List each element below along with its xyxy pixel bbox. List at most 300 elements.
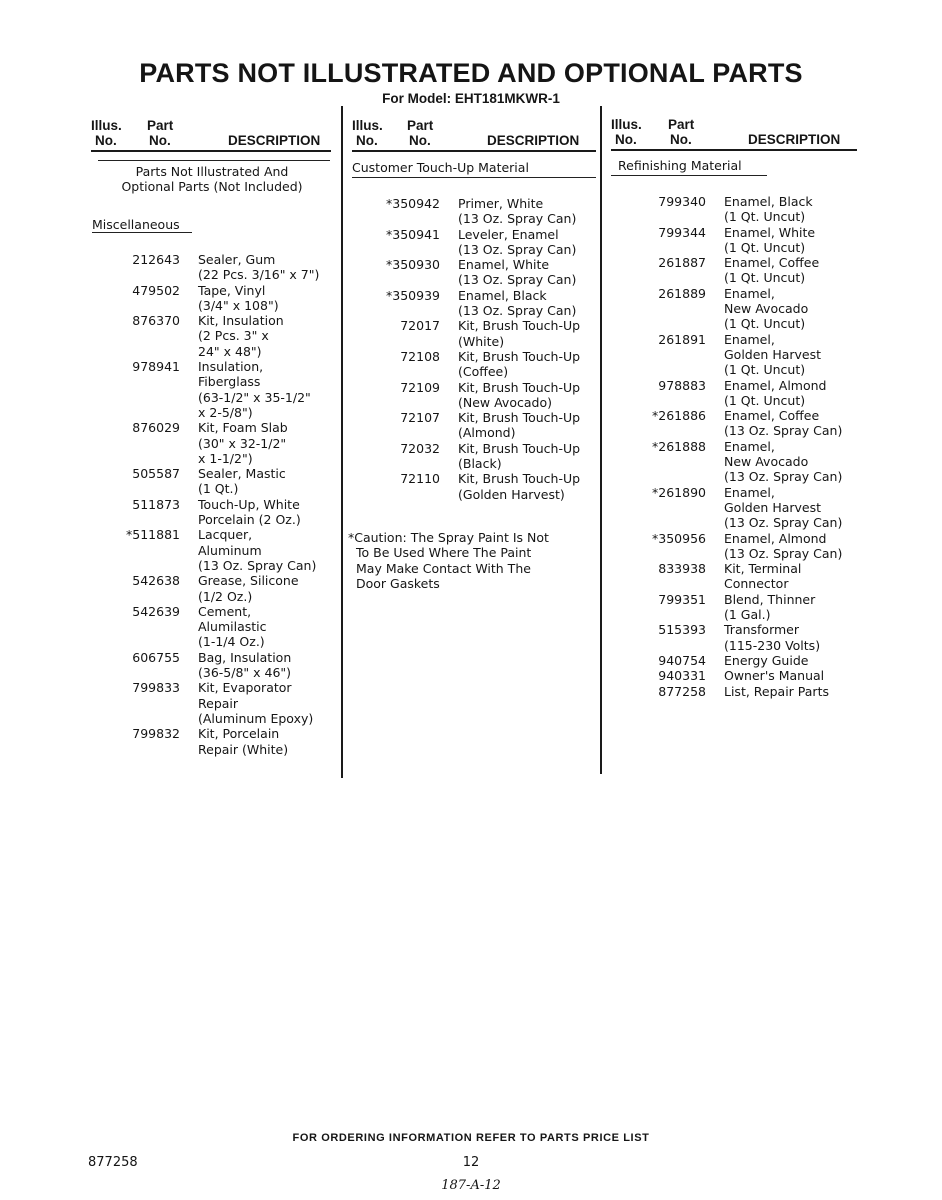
part-row — [360, 364, 580, 379]
part-number — [622, 638, 706, 653]
part-description: Transformer — [724, 622, 800, 638]
page-number: 12 — [462, 1155, 480, 1170]
header-rule — [91, 150, 331, 152]
header-rule — [352, 150, 596, 152]
part-row — [100, 344, 319, 359]
part-number: 606755 — [132, 649, 180, 665]
part-number — [100, 619, 180, 634]
header-illus-no: No. — [615, 132, 637, 147]
part-description: (3/4" x 108") — [198, 297, 279, 313]
part-description: (1 Qt. Uncut) — [724, 392, 806, 408]
part-description: (New Avocado) — [458, 394, 552, 410]
part-number — [100, 267, 180, 282]
section-title-line: Parts Not Illustrated And — [135, 164, 289, 179]
part-row — [100, 558, 319, 573]
part-row — [100, 696, 319, 711]
parts-list-touch-up — [360, 196, 580, 502]
column-divider-1 — [341, 106, 343, 778]
part-number: 261889 — [658, 285, 706, 301]
part-description: Repair — [198, 695, 239, 711]
part-number — [360, 272, 440, 287]
part-number: 72107 — [400, 410, 440, 426]
section-title-parts-not-illustrated — [95, 164, 329, 194]
part-row — [100, 328, 319, 343]
header-description: DESCRIPTION — [487, 133, 580, 148]
section-rule — [352, 177, 596, 178]
part-row — [622, 362, 842, 377]
part-number: 72017 — [400, 318, 440, 334]
part-description: (115-230 Volts) — [724, 637, 821, 653]
part-description: Alumilastic — [198, 619, 267, 635]
part-number: 876029 — [132, 420, 180, 436]
part-number — [100, 436, 180, 451]
part-description: (13 Oz. Spray Can) — [198, 557, 317, 573]
part-description: Tape, Vinyl — [198, 282, 266, 298]
part-description: Enamel, — [724, 438, 775, 454]
part-row — [100, 374, 319, 389]
part-row — [360, 425, 580, 440]
caution-note — [348, 530, 549, 591]
part-number — [100, 558, 180, 573]
header-illus: Illus. — [611, 117, 642, 132]
part-number — [360, 456, 440, 471]
part-row — [360, 303, 580, 318]
part-description: Kit, Terminal — [724, 561, 802, 577]
part-row — [622, 561, 842, 576]
part-number — [622, 240, 706, 255]
part-row — [100, 665, 319, 680]
header-part-no: No. — [149, 133, 171, 148]
part-description: Enamel, White — [724, 224, 816, 240]
part-row — [622, 240, 842, 255]
part-row — [622, 576, 842, 591]
part-row — [100, 420, 319, 435]
part-number: *350941 — [386, 226, 440, 242]
part-description: (13 Oz. Spray Can) — [724, 469, 843, 485]
part-row — [622, 515, 842, 530]
part-number — [622, 301, 706, 316]
header-part: Part — [668, 117, 695, 132]
part-number: 877258 — [658, 683, 706, 699]
part-number: 261891 — [658, 331, 706, 347]
part-description: Bag, Insulation — [198, 649, 292, 665]
part-row — [100, 283, 319, 298]
subsection-miscellaneous: Miscellaneous — [92, 217, 180, 232]
part-description: (1 Qt. Uncut) — [724, 362, 806, 378]
part-row — [622, 439, 842, 454]
part-number: 515393 — [658, 622, 706, 638]
header-part: Part — [147, 118, 174, 133]
section-rule — [611, 175, 767, 176]
part-description: Touch-Up, White — [198, 496, 300, 512]
handwritten-note: 187-A-12 — [441, 1178, 501, 1193]
part-row — [100, 589, 319, 604]
part-description: (13 Oz. Spray Can) — [458, 272, 577, 288]
part-row — [360, 318, 580, 333]
part-description: Golden Harvest — [724, 346, 822, 362]
part-description: Golden Harvest — [724, 499, 822, 515]
part-row — [100, 267, 319, 282]
part-number: 72110 — [400, 471, 440, 487]
part-row — [622, 607, 842, 622]
part-number: 799344 — [658, 224, 706, 240]
part-description: Lacquer, — [198, 527, 253, 543]
part-description: (13 Oz. Spray Can) — [458, 241, 577, 257]
part-row — [100, 436, 319, 451]
parts-list-refinishing — [622, 194, 842, 699]
part-row — [622, 668, 842, 683]
section-rule — [98, 160, 330, 161]
part-number: 978883 — [658, 377, 706, 393]
part-row — [360, 456, 580, 471]
part-description: Enamel, Almond — [724, 377, 827, 393]
part-number — [100, 298, 180, 313]
part-description: Primer, White — [458, 196, 544, 211]
part-number — [100, 634, 180, 649]
part-number: 479502 — [132, 282, 180, 298]
part-row — [622, 592, 842, 607]
part-description: Kit, Brush Touch-Up — [458, 379, 581, 395]
part-description: New Avocado — [724, 454, 809, 470]
part-description: Kit, Brush Touch-Up — [458, 348, 581, 364]
caution-line: Door Gaskets — [356, 575, 440, 591]
part-number — [100, 390, 180, 405]
part-description: Insulation, — [198, 359, 264, 375]
document-number: 877258 — [88, 1155, 138, 1170]
page-title: PARTS NOT ILLUSTRATED AND OPTIONAL PARTS — [139, 58, 803, 88]
part-description: Kit, Brush Touch-Up — [458, 440, 581, 456]
part-row — [360, 334, 580, 349]
part-description: Sealer, Mastic — [198, 466, 286, 482]
part-row — [622, 408, 842, 423]
part-number — [100, 711, 180, 726]
header-illus: Illus. — [91, 118, 122, 133]
part-number: 212643 — [132, 252, 180, 267]
part-number — [622, 515, 706, 530]
part-description: (2 Pcs. 3" x — [198, 328, 269, 344]
part-number — [100, 344, 180, 359]
part-number — [622, 576, 706, 591]
part-description: Cement, — [198, 603, 252, 619]
part-description: x 2-5/8") — [198, 404, 253, 420]
part-description: Kit, Foam Slab — [198, 420, 288, 436]
part-number — [360, 242, 440, 257]
part-row — [100, 451, 319, 466]
part-number: 542639 — [132, 603, 180, 619]
subsection-rule — [92, 232, 192, 233]
part-row — [360, 288, 580, 303]
part-number — [100, 328, 180, 343]
part-number — [360, 425, 440, 440]
part-row — [622, 531, 842, 546]
part-number — [622, 469, 706, 484]
part-description: Enamel, Coffee — [724, 255, 820, 271]
part-row — [360, 349, 580, 364]
part-row — [622, 393, 842, 408]
part-row — [360, 441, 580, 456]
part-description: Porcelain (2 Oz.) — [198, 512, 301, 528]
part-row — [100, 466, 319, 481]
part-description: Kit, Porcelain — [198, 726, 280, 742]
part-row — [622, 546, 842, 561]
part-number — [360, 334, 440, 349]
part-description: (1-1/4 Oz.) — [198, 634, 265, 650]
part-row — [360, 227, 580, 242]
part-description: (Aluminum Epoxy) — [198, 710, 314, 726]
part-row — [100, 634, 319, 649]
part-description: Kit, Brush Touch-Up — [458, 410, 581, 426]
part-row — [622, 347, 842, 362]
part-description: (Coffee) — [458, 364, 509, 380]
part-row — [100, 481, 319, 496]
part-row — [100, 726, 319, 741]
part-number: *350942 — [386, 196, 440, 211]
header-rule — [611, 149, 857, 151]
header-part: Part — [407, 118, 434, 133]
part-row — [622, 332, 842, 347]
part-description: Kit, Brush Touch-Up — [458, 471, 581, 487]
part-row — [622, 622, 842, 637]
part-row — [360, 196, 580, 211]
part-number: 799340 — [658, 194, 706, 209]
part-description: (White) — [458, 333, 505, 349]
part-number — [100, 405, 180, 420]
part-number — [622, 546, 706, 561]
caution-line: To Be Used Where The Paint — [356, 545, 532, 561]
header-part-no: No. — [409, 133, 431, 148]
header-part-no: No. — [670, 132, 692, 147]
part-number — [100, 696, 180, 711]
part-row — [622, 270, 842, 285]
part-number: 72032 — [400, 440, 440, 456]
header-description: DESCRIPTION — [748, 132, 841, 147]
part-number: 799833 — [132, 680, 180, 696]
part-number: *350956 — [652, 530, 706, 546]
part-row — [100, 405, 319, 420]
header-illus: Illus. — [352, 118, 383, 133]
section-title-line: Optional Parts (Not Included) — [121, 179, 303, 194]
part-row — [100, 573, 319, 588]
part-number: *261888 — [652, 438, 706, 454]
part-number — [100, 543, 180, 558]
part-row — [622, 209, 842, 224]
model-line: For Model: EHT181MKWR-1 — [382, 91, 560, 106]
part-number: 876370 — [132, 313, 180, 329]
part-description: (Black) — [458, 456, 502, 472]
part-description: (Almond) — [458, 425, 516, 441]
part-description: Kit, Brush Touch-Up — [458, 318, 581, 334]
header-illus-no: No. — [356, 133, 378, 148]
part-description: Enamel, White — [458, 257, 550, 273]
part-description: List, Repair Parts — [724, 683, 829, 699]
part-number — [622, 393, 706, 408]
part-number — [622, 607, 706, 622]
part-row — [100, 543, 319, 558]
part-row — [622, 301, 842, 316]
part-number: 799351 — [658, 591, 706, 607]
part-description: (1 Qt. Uncut) — [724, 270, 806, 286]
part-number: 72108 — [400, 348, 440, 364]
part-row — [100, 298, 319, 313]
part-description: New Avocado — [724, 301, 809, 317]
part-row — [622, 684, 842, 699]
part-row — [100, 711, 319, 726]
part-description: Enamel, Black — [724, 194, 813, 209]
part-number — [100, 665, 180, 680]
part-row — [360, 471, 580, 486]
part-row — [622, 638, 842, 653]
part-row — [100, 680, 319, 695]
part-description: (1 Qt. Uncut) — [724, 209, 806, 225]
part-number — [100, 589, 180, 604]
part-row — [622, 255, 842, 270]
part-description: Enamel, — [724, 331, 775, 347]
part-description: Enamel, — [724, 484, 775, 500]
part-description: Kit, Insulation — [198, 313, 284, 329]
part-row — [100, 252, 319, 267]
part-number — [360, 487, 440, 502]
part-description: (13 Oz. Spray Can) — [458, 303, 577, 319]
part-description: (22 Pcs. 3/16" x 7") — [198, 267, 320, 283]
part-row — [622, 485, 842, 500]
part-row — [622, 469, 842, 484]
caution-line: *Caution: The Spray Paint Is Not — [348, 530, 549, 545]
part-row — [100, 650, 319, 665]
part-description: (13 Oz. Spray Can) — [724, 515, 843, 531]
part-number — [622, 362, 706, 377]
part-description: Enamel, Coffee — [724, 408, 820, 424]
part-description: Repair (White) — [198, 741, 289, 757]
part-description: (1/2 Oz.) — [198, 588, 253, 604]
part-description: (13 Oz. Spray Can) — [724, 423, 843, 439]
part-description: Enamel, — [724, 285, 775, 301]
column-divider-2 — [600, 106, 602, 774]
part-row — [360, 410, 580, 425]
part-description: Blend, Thinner — [724, 591, 816, 607]
part-number — [360, 303, 440, 318]
part-number: 72109 — [400, 379, 440, 395]
part-row — [622, 423, 842, 438]
part-number: *261890 — [652, 484, 706, 500]
part-number — [622, 347, 706, 362]
part-description: (30" x 32-1/2" — [198, 435, 287, 451]
part-row — [622, 500, 842, 515]
header-description: DESCRIPTION — [228, 133, 321, 148]
part-description: (36-5/8" x 46") — [198, 665, 292, 681]
part-description: Aluminum — [198, 542, 262, 558]
part-description: (13 Oz. Spray Can) — [458, 211, 577, 227]
parts-list-miscellaneous — [100, 252, 319, 757]
part-row — [360, 380, 580, 395]
part-description: (Golden Harvest) — [458, 486, 565, 502]
part-row — [100, 313, 319, 328]
section-title-refinishing: Refinishing Material — [618, 158, 742, 173]
part-number — [622, 500, 706, 515]
part-row — [360, 242, 580, 257]
part-row — [100, 742, 319, 757]
part-description: x 1-1/2") — [198, 450, 253, 466]
part-number — [622, 454, 706, 469]
part-number — [622, 209, 706, 224]
part-number — [622, 316, 706, 331]
part-row — [360, 395, 580, 410]
part-number — [100, 374, 180, 389]
part-description: (1 Qt. Uncut) — [724, 316, 806, 332]
part-number: *350930 — [386, 257, 440, 273]
part-row — [360, 257, 580, 272]
part-description: Fiberglass — [198, 374, 261, 390]
ordering-footer: FOR ORDERING INFORMATION REFER TO PARTS PRICE LIST — [292, 1132, 650, 1144]
part-number: *261886 — [652, 408, 706, 424]
part-row — [360, 272, 580, 287]
part-row — [360, 211, 580, 226]
part-description: Enamel, Almond — [724, 530, 827, 546]
part-description: (1 Qt. Uncut) — [724, 239, 806, 255]
part-number: 833938 — [658, 561, 706, 577]
part-number — [100, 451, 180, 466]
part-row — [622, 653, 842, 668]
part-row — [100, 359, 319, 374]
part-row — [622, 225, 842, 240]
part-number: *350939 — [386, 287, 440, 303]
part-number: 505587 — [132, 466, 180, 482]
part-description: (1 Gal.) — [724, 607, 771, 623]
part-description: Energy Guide — [724, 652, 809, 668]
part-number: 542638 — [132, 573, 180, 589]
part-description: (1 Qt.) — [198, 481, 239, 497]
part-row — [100, 604, 319, 619]
part-number — [360, 211, 440, 226]
part-number — [622, 423, 706, 438]
part-row — [360, 487, 580, 502]
part-row — [622, 286, 842, 301]
part-description: (13 Oz. Spray Can) — [724, 545, 843, 561]
part-description: Owner's Manual — [724, 668, 825, 684]
part-description: Leveler, Enamel — [458, 226, 559, 242]
part-description: 24" x 48") — [198, 343, 262, 359]
part-number — [100, 481, 180, 496]
part-row — [100, 527, 319, 542]
part-description: Connector — [724, 576, 789, 592]
part-number — [100, 512, 180, 527]
part-row — [100, 619, 319, 634]
part-number: 799832 — [132, 726, 180, 742]
header-illus-no: No. — [95, 133, 117, 148]
part-number — [100, 742, 180, 757]
part-number — [622, 270, 706, 285]
part-description: Enamel, Black — [458, 287, 547, 303]
part-row — [100, 390, 319, 405]
caution-line: May Make Contact With The — [356, 560, 531, 576]
part-description: Grease, Silicone — [198, 573, 299, 589]
part-number: 940331 — [658, 668, 706, 684]
part-number: 511873 — [132, 496, 180, 512]
part-row — [100, 497, 319, 512]
part-description: Kit, Evaporator — [198, 680, 292, 696]
part-row — [622, 378, 842, 393]
part-number: *511881 — [126, 527, 180, 543]
part-number: 940754 — [658, 652, 706, 668]
part-number: 261887 — [658, 255, 706, 271]
part-row — [100, 512, 319, 527]
part-number — [360, 364, 440, 379]
part-row — [622, 316, 842, 331]
part-row — [622, 454, 842, 469]
part-number — [360, 395, 440, 410]
section-title-customer-touch-up: Customer Touch-Up Material — [352, 160, 529, 175]
part-description: Sealer, Gum — [198, 252, 276, 267]
part-description: (63-1/2" x 35-1/2" — [198, 389, 311, 405]
